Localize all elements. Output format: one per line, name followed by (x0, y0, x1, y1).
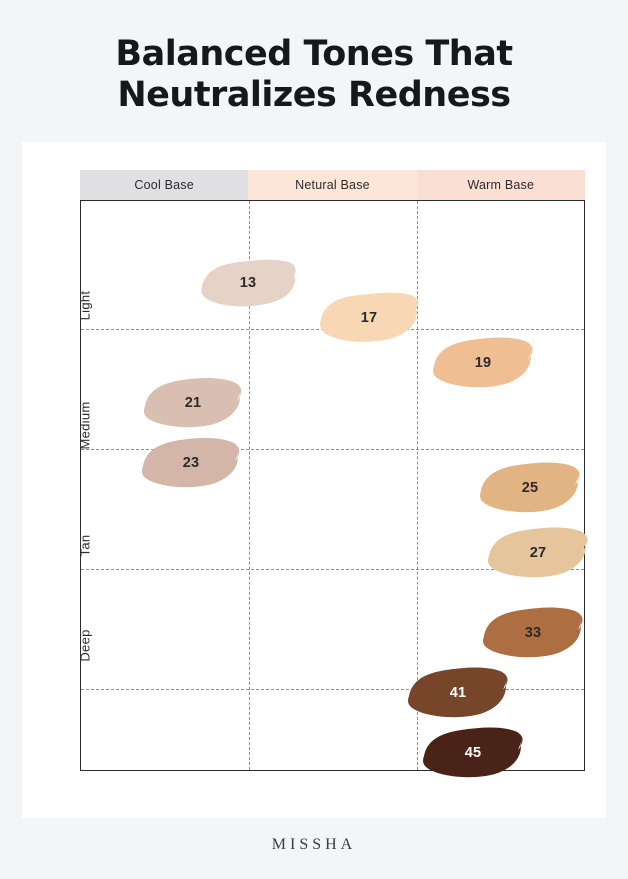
shade-swatch-23[interactable] (139, 436, 243, 490)
shade-swatch-13[interactable] (196, 256, 300, 310)
shade-swatch-27[interactable] (486, 526, 590, 580)
column-header-neutral: Netural Base (248, 170, 416, 200)
shade-number: 19 (474, 355, 492, 371)
brand-logo: MISSHA (271, 836, 357, 853)
shade-number: 45 (464, 745, 482, 761)
shade-number: 41 (449, 685, 467, 701)
shade-number: 25 (521, 480, 539, 496)
row-label-light: Light (77, 290, 93, 321)
shade-swatch-45[interactable] (421, 726, 525, 780)
shade-swatch-21[interactable] (141, 376, 245, 430)
page-title (0, 0, 628, 117)
shade-swatch-41[interactable] (406, 666, 510, 720)
column-header-warm: Warm Base (417, 170, 585, 200)
shade-swatch-33[interactable] (481, 606, 585, 660)
chart-card (22, 142, 606, 818)
shade-swatch-17[interactable] (317, 291, 421, 345)
row-label-medium: Medium (77, 401, 93, 450)
shade-number: 21 (184, 395, 202, 411)
title-line-1: Balanced Tones That (115, 34, 513, 74)
shade-number: 27 (529, 545, 547, 561)
title-line-2: Neutralizes Redness (117, 75, 511, 116)
shade-number: 33 (524, 625, 542, 641)
column-header-cool: Cool Base (80, 170, 248, 200)
shade-number: 17 (360, 310, 378, 326)
shade-number: 23 (182, 455, 200, 471)
row-label-tan: Tan (77, 534, 93, 557)
shade-swatch-25[interactable] (478, 461, 582, 515)
column-headers (80, 170, 585, 200)
shade-matrix-chart (77, 170, 585, 788)
shade-swatch-19[interactable] (431, 336, 535, 390)
shade-number: 13 (239, 275, 257, 291)
plot-area (77, 200, 585, 771)
row-label-deep: Deep (77, 629, 93, 662)
